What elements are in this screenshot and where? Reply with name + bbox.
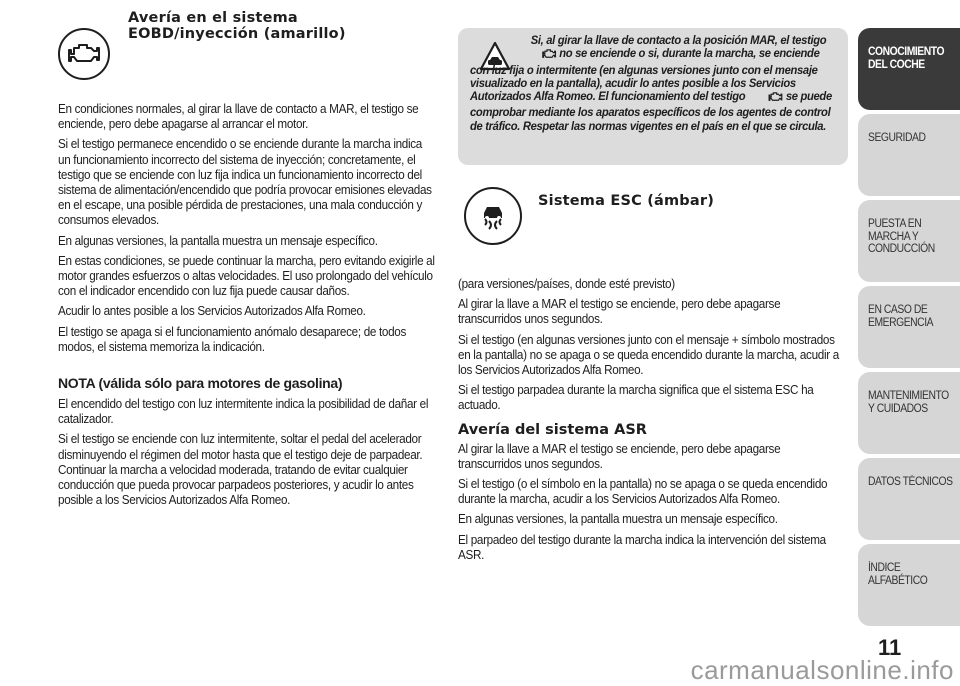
tab-label: MANTENIMIENTO Y CUIDADOS — [868, 390, 949, 415]
section-tabs — [858, 28, 960, 630]
paragraph: Acudir lo antes posible a los Servicios Autorizados Alfa Romeo. — [58, 304, 366, 319]
paragraph: El parpadeo del testigo durante la marcha indica la intervención del sistema ASR. — [458, 532, 826, 562]
paragraph: En algunas versiones, la pantalla muestra un mensaje específico. — [58, 233, 378, 248]
esc-header — [458, 181, 848, 277]
note-title: NOTA (válida sólo para motores de gasolina) — [58, 375, 343, 392]
tab-label: PUESTA EN MARCHA Y CONDUCCIÓN — [868, 218, 935, 255]
left-column — [58, 10, 438, 513]
page-number: 11 — [878, 635, 902, 660]
tab-label: ÍNDICE ALFABÉTICO — [868, 562, 928, 587]
paragraph: Si el testigo (en algunas versiones junto con el mensaje + símbolo mostrados en la pantalla) no se apaga o se queda encendido durante la marcha, acudir a los Servicios Autorizados Alfa Romeo. — [458, 332, 839, 378]
tab-emergencia[interactable] — [858, 286, 960, 368]
watermark: carmanualsonline.info — [690, 655, 954, 685]
warning-text — [470, 34, 834, 133]
paragraph: Al girar la llave a MAR el testigo se enciende, pero debe apagarse transcurridos unos segundos. — [458, 297, 781, 327]
paragraph: Si el testigo permanece encendido o se enciende durante la marcha indica un funcionamiento incorrecto del sistema de inyección; concretamente, el testigo que se enciende con luz fija indica un funcionamiento incorrecto del sistema de alimentación/encendido que podría provocar emisiones elevadas en el escape, una posible pérdida de prestaciones, una mala conducción y consumos elevados. — [58, 137, 432, 228]
engine-check-icon — [542, 48, 557, 63]
paragraph: Si el testigo parpadea durante la marcha significa que el sistema ESC ha actuado. — [458, 383, 814, 413]
asr-title: Avería del sistema ASR — [458, 421, 647, 438]
tab-indice[interactable] — [858, 544, 960, 626]
right-column — [458, 28, 848, 568]
tab-conocimiento[interactable] — [858, 28, 960, 110]
paragraph: Si el testigo (o el símbolo en la pantalla) no se apaga o se queda encendido durante la marcha, acudir a los Servicios Autorizados Alfa Romeo. — [458, 477, 828, 507]
tab-label: SEGURIDAD — [868, 132, 926, 144]
eobd-title-line2: EOBD/inyección (amarillo) — [128, 26, 346, 42]
paragraph: En algunas versiones, la pantalla muestra un mensaje específico. — [458, 512, 778, 527]
paragraph: En estas condiciones, se puede continuar la marcha, pero evitando exigirle al motor grandes esfuerzos o altas velocidades. El uso prolongado del vehículo con el indicador encendido con luz fija puede causar daños. — [58, 253, 435, 299]
tab-label: EN CASO DE EMERGENCIA — [868, 304, 934, 329]
warning-part1: Si, al girar la llave de contacto a la posición MAR, el testigo — [530, 33, 827, 47]
tab-datos-tecnicos[interactable] — [858, 458, 960, 540]
tab-mantenimiento[interactable] — [858, 372, 960, 454]
tab-seguridad[interactable] — [858, 114, 960, 196]
warning-box — [458, 28, 848, 165]
tab-label: DATOS TÉCNICOS — [868, 476, 953, 488]
warning-part3: se puede comprobar mediante los aparatos específicos de los agentes de control de tráfico. Respetar las normas vigentes en el país en el que se circula. — [470, 89, 832, 133]
paragraph: Al girar la llave a MAR el testigo se enciende, pero debe apagarse transcurridos unos segundos. — [458, 441, 781, 471]
esc-title: Sistema ESC (ámbar) — [538, 193, 715, 209]
warning-part2: no se enciende o si, durante la marcha, se enciende con luz fija o intermitente (en algunas versiones junto con el mensaje visualizado en la pantalla), acudir lo antes posible a los Servicios Autorizados Alfa Romeo. El funcionamiento del testigo — [470, 46, 820, 104]
paragraph: En condiciones normales, al girar la llave de contacto a MAR, el testigo se enciende, pero debe apagarse al arrancar el motor. — [58, 102, 419, 132]
paragraph: El encendido del testigo con luz intermitente indica la posibilidad de dañar el catalizador. — [58, 397, 429, 427]
eobd-title-line1: Avería en el sistema — [128, 10, 298, 26]
engine-check-icon — [768, 91, 783, 106]
tab-puesta-en-marcha[interactable] — [858, 200, 960, 282]
paragraph: (para versiones/países, donde esté previsto) — [458, 277, 675, 291]
paragraph: Si el testigo se enciende con luz intermitente, soltar el pedal del acelerador disminuyendo el régimen del motor hasta que el testigo deje de parpadear. Continuar la marcha a velocidad moderada, tratando de evitar cualquier conducción que pueda provocar parpadeos posteriores, y acudir lo antes posible a los Servicios Autorizados Alfa Romeo. — [58, 432, 423, 508]
engine-check-icon — [58, 28, 110, 80]
paragraph: El testigo se apaga si el funcionamiento anómalo desaparece; de todos modos, el sistema memoriza la indicación. — [58, 324, 407, 354]
esc-skid-car-icon — [464, 187, 522, 245]
tab-label: CONOCIMIENTO DEL COCHE — [868, 46, 945, 71]
eobd-header — [58, 10, 438, 88]
